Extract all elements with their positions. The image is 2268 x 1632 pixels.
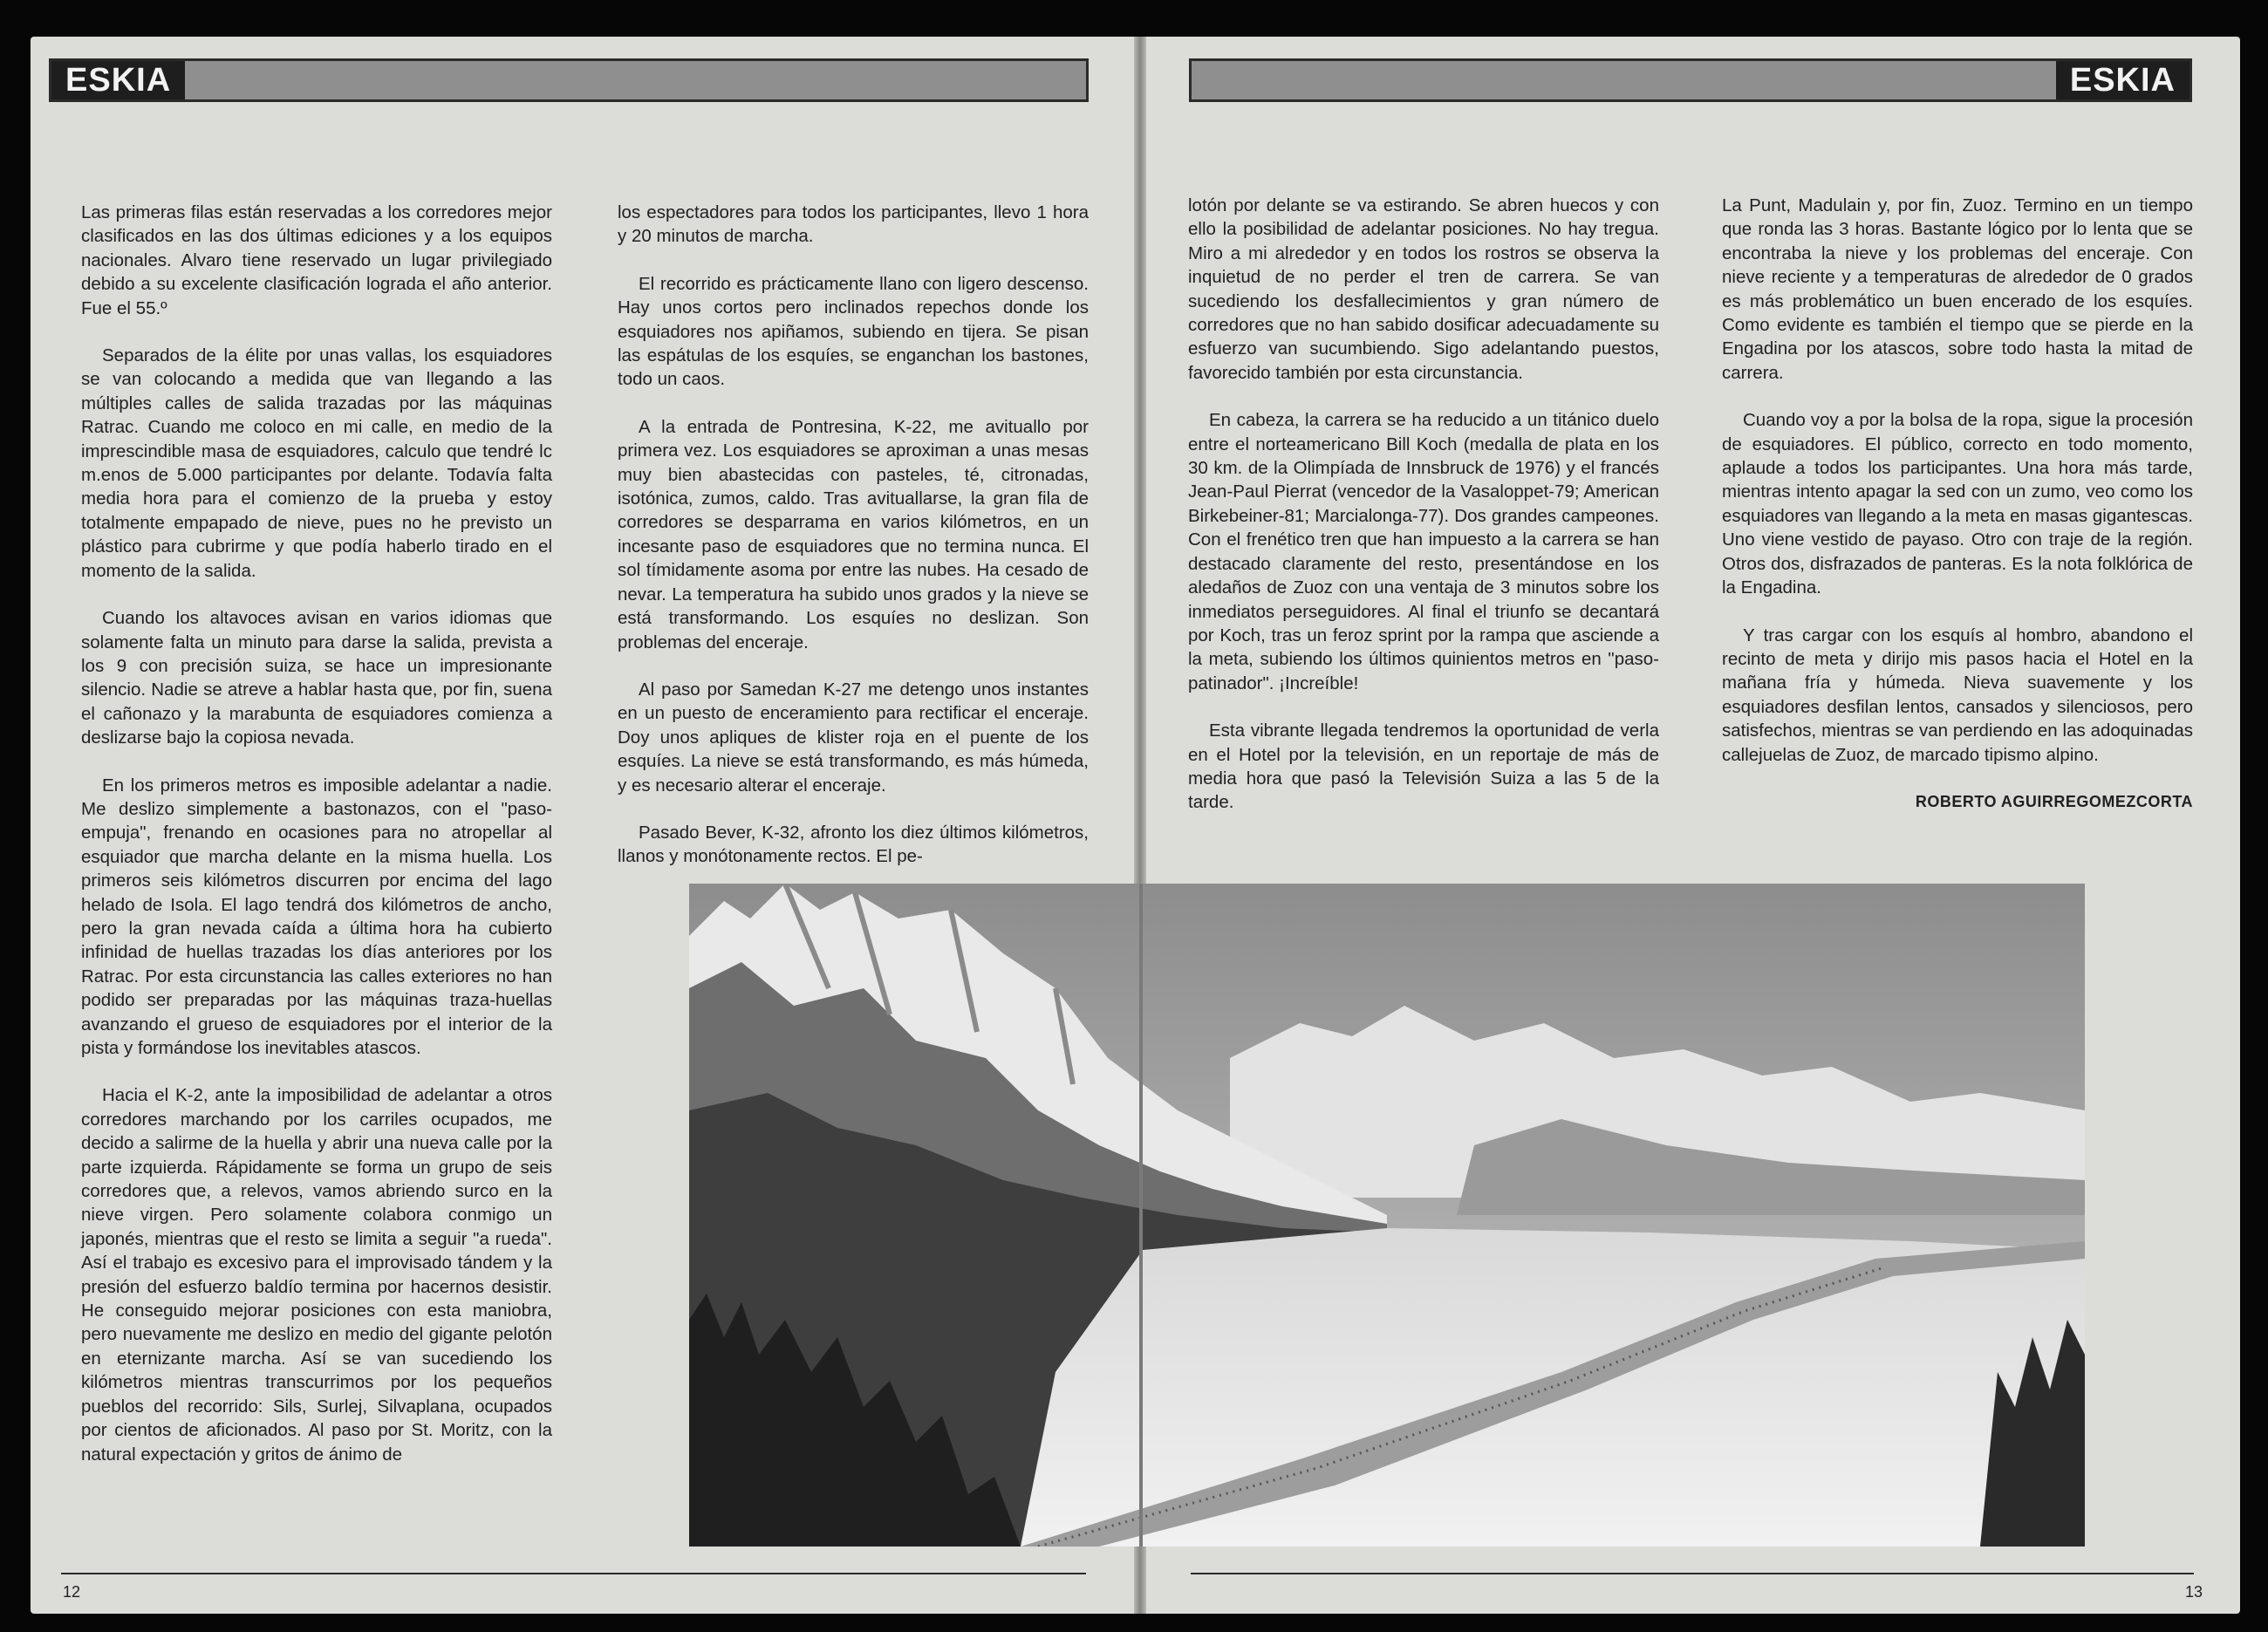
paragraph: Separados de la élite por unas vallas, los esquiadores se van colocando a medida que van llegando a las múltiples calles de salida trazadas por las máquinas Ratrac. Cuando me coloco en mi calle, en medio de la imprescindible masa de esquiadores, calculo que tendré lc m.enos de 5.000 participantes por delante. Todavía falta media hora para el comienzo de la prueba y estoy totalmente empapado de nieve, pues no he previsto un plástico para cubrirme y que podía haberlo tirado en el momento de la salida.	[81, 345, 552, 581]
mountain-lake-image	[689, 884, 2085, 1547]
footer-rule-left	[61, 1573, 1086, 1574]
paragraph: Y tras cargar con los esquís al hombro, abandono el recinto de meta y dirijo mis pasos hacia el Hotel en la mañana fría y húmeda. Nieva suavemente y los esquiadores desfilan lentos, cansados y silenciosos, pero satisfechos, mientras se van perdiendo en las adoquinadas callejuelas de Zuoz, de marcado tipismo alpino.	[1722, 625, 2193, 765]
article-column-3	[1188, 194, 1659, 838]
author-byline: ROBERTO AGUIRREGOMEZCORTA	[1915, 792, 2193, 810]
paragraph: Cuando voy a por la bolsa de la ropa, sigue la procesión de esquiadores. El público, correcto en todo momento, aplaude a todos los participantes. Una hora más tarde, mientras intento apagar la sed con un zumo, veo como los esquiadores van llegando a la meta en masas gigantescas. Uno viene vestido de payaso. Otro con traje de la región. Otros dos, disfrazados de panteras. Es la nota folklórica de la Engadina.	[1722, 410, 2193, 598]
section-header-right	[1189, 58, 2192, 102]
paragraph: Las primeras filas están reservadas a los corredores mejor clasificados en las dos últimas ediciones y a los equipos nacionales. Alvaro tiene reservado un lugar privilegiado debido a su excelente clasificación lograda el año anterior. Fue el 55.º	[81, 202, 552, 318]
paragraph: A la entrada de Pontresina, K-22, me avituallo por primera vez. Los esquiadores se aproximan a unas mesas muy bien abastecidas con pasteles, té, citronadas, isotónica, zumos, caldo. Tras avituallarse, la gran fila de corredores se desparrama en varios kilómetros, en un incesante paso de esquiadores que no termina nunca. El sol tímidamente asoma por entre las nubes. Ha cesado de nevar. La temperatura ha subido unos grados y la nieve se está transformando. Los esquíes no deslizan. Son problemas del enceraje.	[618, 416, 1089, 652]
paragraph: Pasado Bever, K-32, afronto los diez últimos kilómetros, llanos y monótonamente rectos. El pe-	[618, 822, 1089, 867]
paragraph: Esta vibrante llegada tendremos la oportunidad de verla en el Hotel por la televisión, en un reportaje de más de media hora que pasó la Televisión Suiza a las 5 de la tarde.	[1188, 720, 1659, 813]
section-tag-right: ESKIA	[2056, 61, 2189, 99]
page-number-left: 12	[63, 1583, 81, 1601]
article-column-4	[1722, 194, 2193, 837]
article-column-2	[618, 201, 1089, 892]
section-header-left	[49, 58, 1089, 102]
page-number-right: 13	[2185, 1583, 2203, 1601]
paragraph: Cuando los altavoces avisan en varios idiomas que solamente falta un minuto para darse la salida, prevista a los 9 con precisión suiza, se hace un impresionante silencio. Nadie se atreve a hablar hasta que, por fin, suena el cañonazo y la marabunta de esquiadores comienza a deslizarse bajo la copiosa nevada.	[81, 608, 552, 748]
paragraph: La Punt, Madulain y, por fin, Zuoz. Termino en un tiempo que ronda las 3 horas. Bastante lógico por lo lenta que se encontraba la nieve y los problemas del enceraje. Con nieve reciente y a temperaturas de alrededor de 0 grados es más problemático un buen encerado de los esquíes. Como evidente es también el tiempo que se pierde en la Engadina por los atascos, sobre todo hasta la mitad de carrera.	[1722, 195, 2193, 383]
paragraph: lotón por delante se va estirando. Se abren huecos y con ello la posibilidad de adelantar posiciones. No hay tregua. Miro a mi alrededor y en todos los rostros se observa la inquietud de no perder el tren de carrera. Se van sucediendo los desfallecimientos y gran número de corredores que no han sabido dosificar adecuadamente su esfuerzo van sucumbiendo. Sigo adelantando puestos, favorecido también por esta circunstancia.	[1188, 195, 1659, 383]
paragraph: Hacia el K-2, ante la imposibilidad de adelantar a otros corredores marchando por los carriles ocupados, me decido a salirme de la huella y abrir una nueva calle por la parte izquierda. Rápidamente se forma un grupo de seis corredores que, a relevos, vamos abriendo surco en la nieve virgen. Pero solamente colabora conmigo un japonés, mientras que el resto se limita a seguir "a rueda". Así el trabajo es excesivo para el improvisado tándem y la presión del esfuerzo baldío termina por hacernos desistir. He conseguido mejorar posiciones con esta maniobra, pero nuevamente me deslizo en medio del gigante pelotón en eternizante marcha. Así se van sucediendo los kilómetros mientras transcurrimos por los pequeños pueblos del recorrido: Sils, Surlej, Silvaplana, ocupados por cientos de aficionados. Al paso por St. Moritz, con la natural expectación y gritos de ánimo de	[81, 1085, 552, 1465]
paragraph: En los primeros metros es imposible adelantar a nadie. Me deslizo simplemente a bastonazos, con el "paso-empuja", frenando en ocasiones para no atropellar al esquiador que marcha delante en la misma huella. Los primeros seis kilómetros discurren por encima del lago helado de Isola. El lago tendrá dos kilómetros de ancho, pero la gran nevada caída a última hora ha cubierto infinidad de huellas trazadas los días anteriores por los Ratrac. Por esta circunstancia las calles exteriores no han podido ser preparadas por las máquinas traza-huellas avanzando el grueso de esquiadores por el interior de la pista y formándose los inevitables atascos.	[81, 775, 552, 1058]
section-tag-left: ESKIA	[51, 61, 185, 99]
paragraph: El recorrido es prácticamente llano con ligero descenso. Hay unos cortos pero inclinados repechos donde los esquiadores nos apiñamos, subiendo en tijera. Se pisan las espátulas de los esquíes, se enganchan los bastones, todo un caos.	[618, 273, 1089, 390]
ski-marathon-photo	[689, 884, 2085, 1547]
paragraph: los espectadores para todos los participantes, llevo 1 hora y 20 minutos de marcha.	[618, 202, 1089, 247]
footer-rule-right	[1191, 1573, 2194, 1574]
paragraph: En cabeza, la carrera se ha reducido a un titánico duelo entre el norteamericano Bill Koch (medalla de plata en los 30 km. de la Olimpíada de Innsbruck de 1976) y el francés Jean-Paul Pierrat (vencedor de la Vasaloppet-79; American Birkebeiner-81; Marcialonga-77). Dos grandes campeones. Con el frenético tren que han impuesto a la carrera se han destacado claramente del resto, presentándose en los aledaños de Zuoz con una ventaja de 3 minutos sobre los inmediatos perseguidores. Al final el triunfo se decantará por Koch, tras un feroz sprint por la rampa que asciende a la meta, subiendo los últimos quinientos metros en "paso-patinador". ¡Increíble!	[1188, 410, 1659, 693]
article-column-1	[81, 201, 552, 1490]
paragraph: Al paso por Samedan K-27 me detengo unos instantes en un puesto de enceramiento para rectificar el enceraje. Doy unos apliques de klister roja en el puente de los esquíes. La nieve se está transformando, es más húmeda, y es necesario alterar el enceraje.	[618, 679, 1089, 796]
